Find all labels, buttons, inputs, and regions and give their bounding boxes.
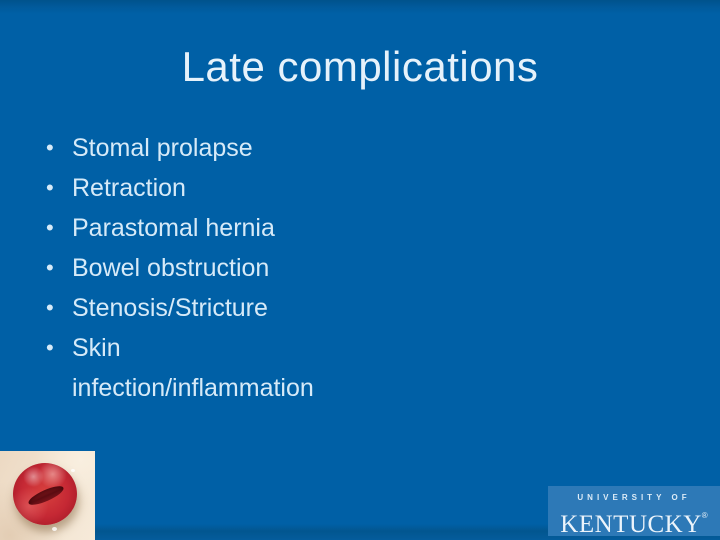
bullet-dot-icon: • — [46, 255, 54, 280]
logo-university-of-text: UNIVERSITY OF — [577, 493, 691, 502]
bullet-dot-icon: • — [46, 295, 54, 320]
bullet-item — [46, 168, 338, 208]
bullet-item-label: Retraction — [72, 174, 186, 202]
bullet-item-label: Bowel obstruction — [72, 254, 270, 282]
bullet-item — [46, 128, 338, 168]
bullet-list — [46, 128, 338, 408]
stoma-opening — [26, 483, 65, 509]
slide-title: Late complications — [181, 43, 539, 90]
stoma-photo — [0, 451, 95, 540]
bullet-dot-icon: • — [46, 335, 54, 360]
registered-trademark-icon: ® — [701, 511, 708, 520]
bullet-item-label: Parastomal hernia — [72, 214, 275, 242]
bullet-item — [46, 328, 338, 408]
bullet-dot-icon: • — [46, 215, 54, 240]
photo-speck — [71, 469, 75, 472]
bullet-item-label: Stomal prolapse — [72, 134, 253, 162]
bullet-item — [46, 288, 338, 328]
logo-kentucky-text: KENTUCKY® — [560, 511, 708, 538]
bullet-item — [46, 248, 338, 288]
bullet-item — [46, 208, 338, 248]
university-of-kentucky-logo — [548, 486, 720, 536]
bullet-dot-icon: • — [46, 175, 54, 200]
bullet-item-label: Stenosis/Stricture — [72, 294, 268, 322]
stoma-image — [13, 463, 77, 525]
photo-speck — [52, 527, 57, 531]
bullet-dot-icon: • — [46, 135, 54, 160]
bullet-item-label: Skin infection/inflammation — [72, 334, 314, 402]
